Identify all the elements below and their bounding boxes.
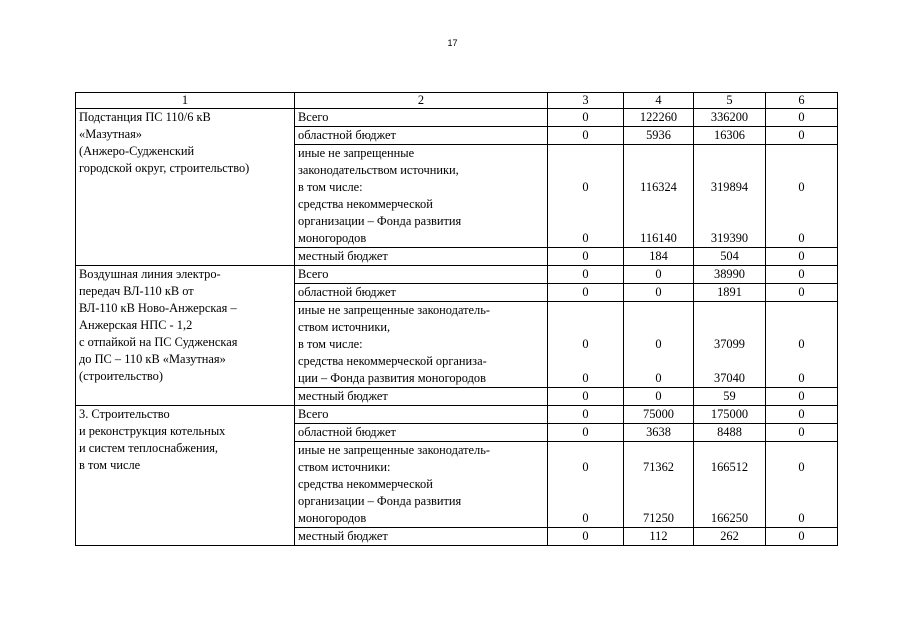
source-label: местный бюджет [295, 248, 548, 266]
cell-value: 0 0 [766, 442, 838, 528]
source-label: Всего [295, 109, 548, 127]
cell-value: 0 [766, 266, 838, 284]
cell-value: 0 0 [766, 145, 838, 248]
cell-value: 262 [694, 528, 766, 546]
cell-value: 0 [548, 109, 624, 127]
cell-value: 3638 [624, 424, 694, 442]
cell-value: 0 0 [624, 302, 694, 388]
project-title: Воздушная линия электро- передач ВЛ-110 кВ от ВЛ-110 кВ Ново-Анжерская – Анжерская НПС - 1,2 с отпайкой на ПС Судженская до ПС – 110 кВ «Мазутная» (строительство) [76, 266, 295, 406]
source-label: местный бюджет [295, 388, 548, 406]
cell-value: 0 0 [548, 302, 624, 388]
cell-value: 0 [766, 248, 838, 266]
cell-value: 5936 [624, 127, 694, 145]
cell-value: 336200 [694, 109, 766, 127]
cell-value: 0 0 [548, 145, 624, 248]
page-number: 17 [447, 38, 458, 48]
cell-value: 0 [624, 388, 694, 406]
cell-value: 0 [548, 388, 624, 406]
cell-value: 0 [766, 109, 838, 127]
cell-value: 0 [548, 127, 624, 145]
cell-value: 504 [694, 248, 766, 266]
cell-value: 0 [548, 284, 624, 302]
cell-value: 0 [548, 266, 624, 284]
table-row [76, 406, 838, 424]
project-title: Подстанция ПС 110/6 кВ «Мазутная» (Анжеро-Судженский городской округ, строительство) [76, 109, 295, 266]
cell-value: 16306 [694, 127, 766, 145]
budget-table [75, 92, 838, 546]
source-label: Всего [295, 406, 548, 424]
source-label: иные не запрещенные законодатель- ством источники: средства некоммерческой организации – Фонда развития моногородов [295, 442, 548, 528]
cell-value: 0 [624, 284, 694, 302]
cell-value: 0 [766, 406, 838, 424]
project-title: 3. Строительство и реконструкция котельных и систем теплоснабжения, в том числе [76, 406, 295, 546]
source-label: Всего [295, 266, 548, 284]
table-header-row [76, 93, 838, 109]
cell-value: 0 [766, 284, 838, 302]
cell-value: 0 0 [766, 302, 838, 388]
column-header: 1 [76, 93, 295, 109]
source-label: областной бюджет [295, 284, 548, 302]
source-label: областной бюджет [295, 127, 548, 145]
cell-value: 71362 71250 [624, 442, 694, 528]
cell-value: 75000 [624, 406, 694, 424]
cell-value: 0 [548, 406, 624, 424]
cell-value: 116324 116140 [624, 145, 694, 248]
cell-value: 38990 [694, 266, 766, 284]
table-row [76, 266, 838, 284]
cell-value: 0 [766, 388, 838, 406]
cell-value: 184 [624, 248, 694, 266]
cell-value: 0 [548, 528, 624, 546]
source-label: местный бюджет [295, 528, 548, 546]
cell-value: 1891 [694, 284, 766, 302]
cell-value: 37099 37040 [694, 302, 766, 388]
cell-value: 122260 [624, 109, 694, 127]
column-header: 4 [624, 93, 694, 109]
source-label: иные не запрещенные законодатель- ством источники, в том числе: средства некоммерческой организа- ции – Фонда развития моногородов [295, 302, 548, 388]
cell-value: 59 [694, 388, 766, 406]
cell-value: 0 0 [548, 442, 624, 528]
cell-value: 0 [766, 424, 838, 442]
column-header: 5 [694, 93, 766, 109]
column-header: 3 [548, 93, 624, 109]
cell-value: 166512 166250 [694, 442, 766, 528]
cell-value: 0 [766, 127, 838, 145]
source-label: иные не запрещенные законодательством источники, в том числе: средства некоммерческой организации – Фонда развития моногородов [295, 145, 548, 248]
table-row [76, 109, 838, 127]
cell-value: 0 [548, 248, 624, 266]
cell-value: 0 [766, 528, 838, 546]
cell-value: 0 [548, 424, 624, 442]
source-label: областной бюджет [295, 424, 548, 442]
cell-value: 319894 319390 [694, 145, 766, 248]
cell-value: 112 [624, 528, 694, 546]
column-header: 6 [766, 93, 838, 109]
column-header: 2 [295, 93, 548, 109]
cell-value: 0 [624, 266, 694, 284]
cell-value: 8488 [694, 424, 766, 442]
cell-value: 175000 [694, 406, 766, 424]
